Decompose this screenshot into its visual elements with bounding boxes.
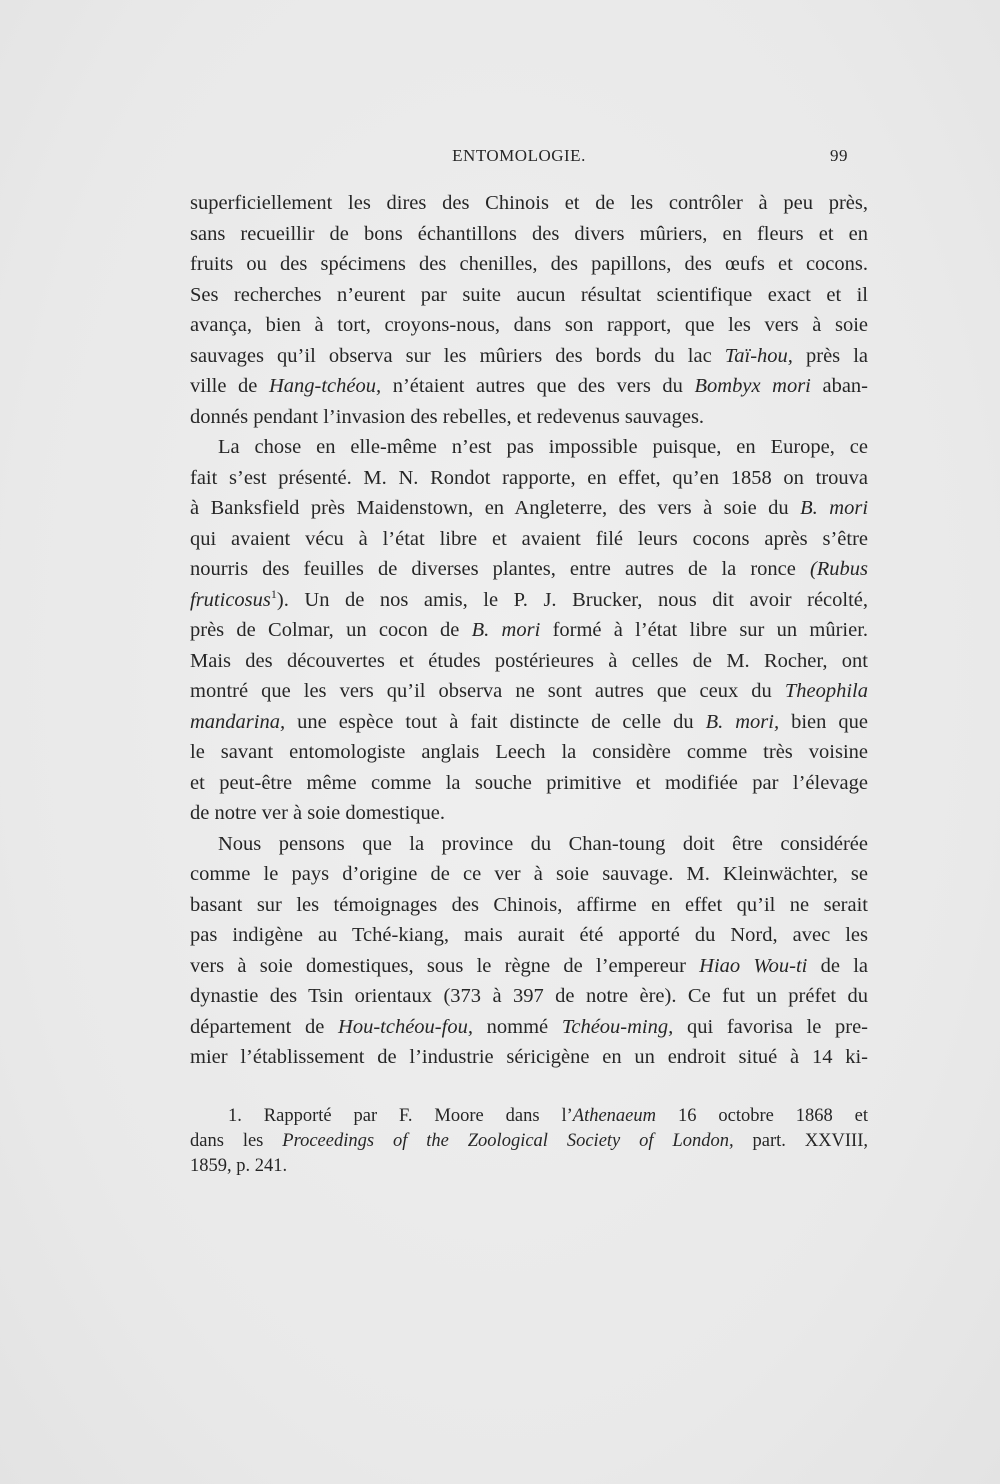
- text-line: de notre ver à soie domestique.: [190, 802, 446, 824]
- page-header: [190, 146, 848, 170]
- text-line: mier l’établissement de l’industrie séricigène en un endroit situé à 14 ki-: [190, 1046, 868, 1068]
- text-line: superficiellement les dires des Chinois et de les contrôler à peu près,: [190, 192, 868, 214]
- text-line: Mais des découvertes et études postérieures à celles de M. Rocher, ont: [190, 649, 868, 672]
- text-line: dynastie des Tsin orientaux (373 à 397 de notre ère). Ce fut un préfet du: [190, 985, 868, 1007]
- text-line: fruits ou des spécimens des chenilles, des papillons, des œufs et cocons.: [190, 253, 868, 275]
- text-line: Nous pensons que la province du Chan-toung doit être considérée: [218, 832, 868, 855]
- text-line: mandarina, une espèce tout à fait distincte de celle du B. mori, bien que: [190, 710, 868, 733]
- text-line: département de Hou-tchéou-fou, nommé Tchéou-ming, qui favorisa le pre-: [190, 1015, 868, 1038]
- body-text: [190, 188, 868, 1073]
- footnote-line: dans les Proceedings of the Zoological Society of London, part. XXVIII,: [190, 1131, 869, 1151]
- text-line: vers à soie domestiques, sous le règne de l’empereur Hiao Wou-ti de la: [190, 954, 868, 977]
- italic-species-name: Theophila: [784, 680, 869, 702]
- italic-species-name: B. mori: [471, 619, 541, 641]
- italic-species-name: (Rubus: [809, 558, 869, 580]
- text-line: ville de Hang-tchéou, n’étaient autres que des vers du Bombyx mori aban-: [190, 375, 868, 397]
- italic-journal-title: Proceedings of the Zoological Society of London,: [282, 1131, 734, 1151]
- text-line: pas indigène au Tché-kiang, mais aurait été apporté du Nord, avec les: [190, 924, 868, 946]
- text-line: sans recueillir de bons échantillons des divers mûriers, en fleurs et en: [190, 222, 868, 245]
- text-line: comme le pays d’origine de ce ver à soie sauvage. M. Kleinwächter, se: [190, 863, 868, 885]
- text-line: qui avaient vécu à l’état libre et avaient filé leurs cocons après s’être: [190, 527, 868, 550]
- text-line: et peut-être même comme la souche primitive et modifiée par l’élevage: [190, 771, 868, 794]
- text-line: Ses recherches n’eurent par suite aucun résultat scientifique exact et il: [190, 283, 868, 306]
- italic-species-name: B. mori: [800, 497, 869, 519]
- page-number: 99: [830, 146, 848, 165]
- italic-person-name: Tchéou-ming,: [561, 1015, 674, 1038]
- italic-place-name: Hou-tchéou-fou,: [338, 1015, 473, 1038]
- text-line: donnés pendant l’invasion des rebelles, et redevenus sauvages.: [190, 405, 705, 428]
- text-line: à Banksfield près Maidenstown, en Angleterre, des vers à soie du B. mori: [190, 497, 869, 519]
- italic-place-name: Hang-tchéou,: [268, 375, 382, 397]
- italic-species-name: Bombyx mori: [694, 375, 811, 397]
- text-line: La chose en elle-même n’est pas impossible puisque, en Europe, ce: [218, 436, 868, 458]
- text-line: fruticosus$^1$). Un de nos amis, le P. J. Brucker, nous dit avoir récolté,: [190, 586, 869, 611]
- footnote-line: 1. Rapporté par F. Moore dans l’Athenaeum 16 octobre 1868 et: [228, 1106, 869, 1126]
- italic-place-name: Taï-hou,: [724, 344, 793, 367]
- text-line: basant sur les témoignages des Chinois, affirme en effet qu’il ne serait: [190, 893, 868, 916]
- text-line: près de Colmar, un cocon de B. mori formé à l’état libre sur un mûrier.: [190, 619, 869, 641]
- text-line: avança, bien à tort, croyons-nous, dans son rapport, que les vers à soie: [190, 314, 868, 336]
- text-line: montré que les vers qu’il observa ne sont autres que ceux du Theophila: [190, 680, 869, 702]
- text-line: nourris des feuilles de diverses plantes, entre autres de la ronce (Rubus: [190, 558, 869, 580]
- italic-person-name: Hiao Wou-ti: [699, 954, 808, 977]
- footnote: [190, 1104, 868, 1179]
- text-line: fait s’est présenté. M. N. Rondot rapporte, en effet, qu’en 1858 on trouva: [190, 466, 868, 489]
- running-title: ENTOMOLOGIE.: [452, 146, 586, 165]
- footnote-line: 1859, p. 241.: [190, 1156, 288, 1176]
- italic-species-name: mandarina,: [190, 710, 286, 733]
- italic-species-name: B. mori,: [705, 710, 780, 733]
- italic-species-name: fruticosus: [190, 588, 271, 611]
- footnote-reference: 1: [270, 586, 277, 601]
- text-line: sauvages qu’il observa sur les mûriers des bords du lac Taï-hou, près la: [190, 344, 869, 367]
- text-line: le savant entomologiste anglais Leech la considère comme très voisine: [190, 741, 868, 763]
- italic-journal-title: Athenaeum: [572, 1106, 657, 1126]
